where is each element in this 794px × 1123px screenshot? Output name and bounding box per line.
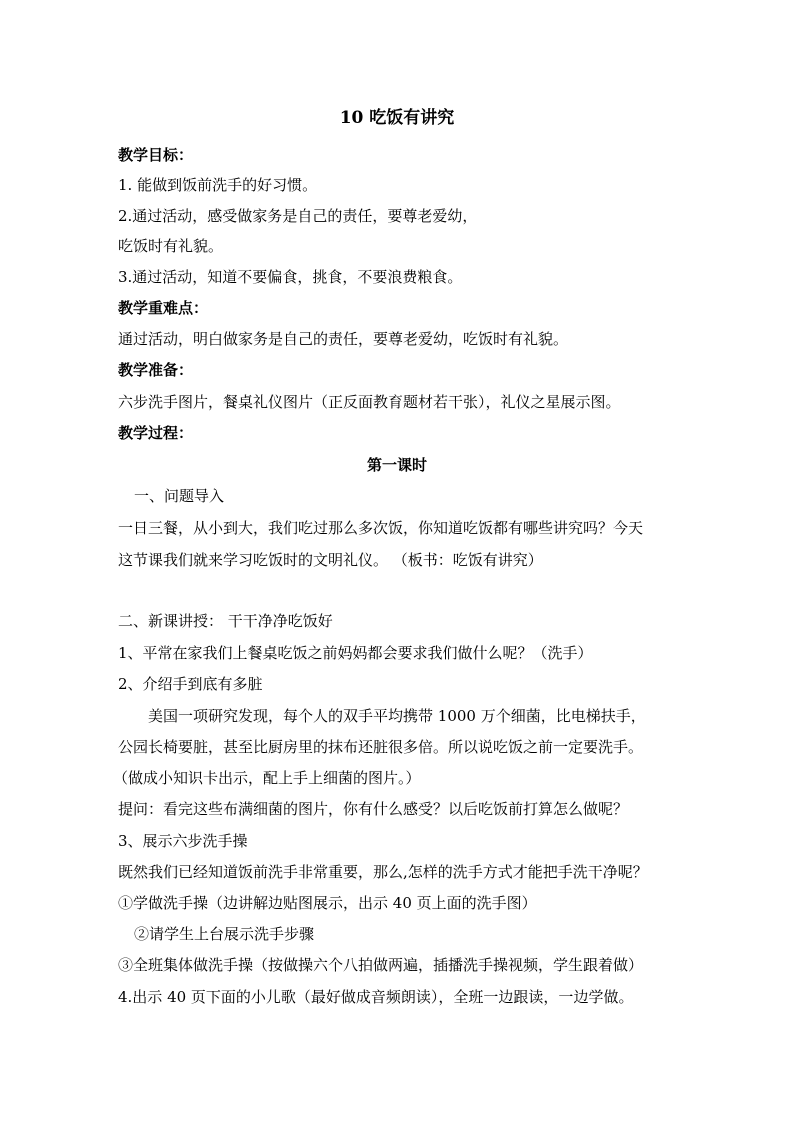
- key-points-heading: 教学重难点：: [118, 299, 209, 317]
- question-2-paragraph-line-3: （做成小知识卡出示，配上手上细菌的图片。）: [113, 769, 421, 787]
- section-1-line-2: 这节课我们就来学习吃饭时的文明礼仪。 （板书：吃饭有讲究）: [118, 551, 543, 569]
- objectives-heading: 教学目标：: [118, 146, 194, 164]
- section-2-heading: 二、新课讲授： 干干净净吃饭好: [118, 612, 333, 630]
- section-1-heading: 一、问题导入: [134, 487, 225, 505]
- preparation-heading: 教学准备：: [118, 361, 194, 379]
- preparation-text: 六步洗手图片，餐桌礼仪图片（正反面教育题材若干张），礼仪之星展示图。: [118, 393, 621, 411]
- lesson-heading: 第一课时: [366, 456, 427, 474]
- question-1: 1、平常在家我们上餐桌吃饭之前妈妈都会要求我们做什么呢？（洗手）: [118, 644, 593, 662]
- key-points-text: 通过活动，明白做家务是自己的责任，要尊老爱幼，吃饭时有礼貌。: [118, 330, 569, 348]
- document-title: 10 吃饭有讲究: [339, 108, 455, 128]
- question-2: 2、介绍手到底有多脏: [118, 675, 263, 693]
- question-4: 4.出示 40 页下面的小儿歌（最好做成音频朗读），全班一边跟读，一边学做。: [118, 988, 634, 1006]
- step-2: ②请学生上台展示洗手步骤: [134, 925, 315, 943]
- objective-item-3: 3.通过活动，知道不要偏食，挑食，不要浪费粮食。: [118, 268, 463, 286]
- objective-item-2-line-1: 2.通过活动，感受做家务是自己的责任，要尊老爱幼，: [118, 207, 478, 225]
- question-2-paragraph-line-2: 公园长椅要脏，甚至比厨房里的抹布还脏很多倍。所以说吃饭之前一定要洗手。: [118, 738, 644, 756]
- process-heading: 教学过程：: [118, 424, 194, 442]
- question-2-paragraph-line-1: 美国一项研究发现，每个人的双手平均携带 1000 万个细菌，比电梯扶手，: [148, 707, 646, 725]
- question-3-intro: 既然我们已经知道饭前洗手非常重要，那么,怎样的洗手方式才能把手洗干净呢？: [118, 863, 648, 881]
- question-3: 3、展示六步洗手操: [118, 832, 248, 850]
- objective-item-2-line-2: 吃饭时有礼貌。: [118, 237, 224, 255]
- step-1: ①学做洗手操（边讲解边贴图展示，出示 40 页上面的洗手图）: [118, 894, 537, 912]
- question-2-ask: 提问：看完这些布满细菌的图片，你有什么感受？以后吃饭前打算怎么做呢？: [118, 800, 629, 818]
- section-1-line-1: 一日三餐，从小到大，我们吃过那么多次饭，你知道吃饭都有哪些讲究吗？今天: [118, 519, 644, 537]
- step-3: ③全班集体做洗手操（按做操六个八拍做两遍，插播洗手操视频，学生跟着做）: [118, 956, 644, 974]
- objective-item-1: 1. 能做到饭前洗手的好习惯。: [118, 176, 318, 194]
